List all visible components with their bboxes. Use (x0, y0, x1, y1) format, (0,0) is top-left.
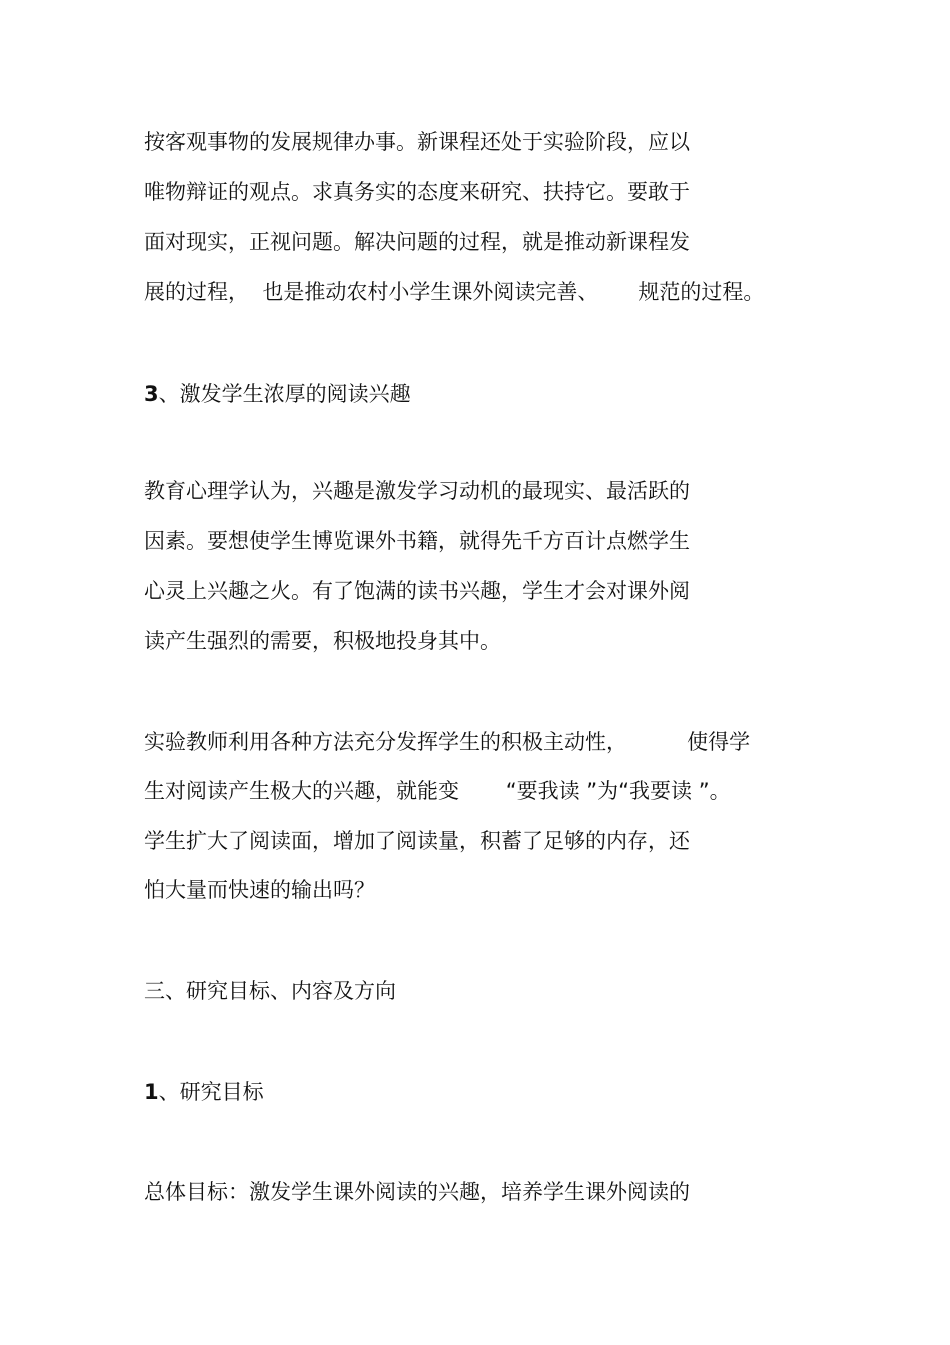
section-heading: 三、研究目标、内容及方向 (144, 979, 396, 1003)
body-text-line: 实验教师利用各种方法充分发挥学生的积极主动性， 使得学 (144, 730, 751, 754)
body-text-line: 学生扩大了阅读面，增加了阅读量，积蓄了足够的内存，还 (144, 829, 690, 853)
subheading-research-goals (144, 1079, 264, 1105)
subheading-number: 3 (144, 382, 159, 406)
body-text-line: 教育心理学认为，兴趣是激发学习动机的最现实、最活跃的 (144, 479, 690, 503)
body-text-line: 心灵上兴趣之火。有了饱满的读书兴趣，学生才会对课外阅 (144, 579, 690, 603)
body-text-line: 展的过程， 也是推动农村小学生课外阅读完善、 规范的过程。 (144, 280, 765, 304)
body-text-line: 怕大量而快速的输出吗？ (144, 878, 375, 902)
body-text-line: 按客观事物的发展规律办事。新课程还处于实验阶段，应以 (144, 130, 690, 154)
subheading-text: 、研究目标 (158, 1080, 264, 1104)
body-text-line: 读产生强烈的需要，积极地投身其中。 (144, 629, 501, 653)
subheading-number: 1 (144, 1080, 159, 1104)
body-text-line: 唯物辩证的观点。求真务实的态度来研究、扶持它。要敢于 (144, 180, 690, 204)
body-text-line: 因素。要想使学生博览课外书籍，就得先千方百计点燃学生 (144, 529, 690, 553)
subheading-text: 、激发学生浓厚的阅读兴趣 (158, 382, 411, 406)
body-text-line: 生对阅读产生极大的兴趣，就能变 “要我读 ”为“我要读 ”。 (144, 779, 731, 803)
body-text-line: 面对现实，正视问题。解决问题的过程，就是推动新课程发 (144, 230, 690, 254)
body-text-line: 总体目标：激发学生课外阅读的兴趣，培养学生课外阅读的 (144, 1180, 690, 1204)
subheading-reading-interest (144, 381, 411, 407)
